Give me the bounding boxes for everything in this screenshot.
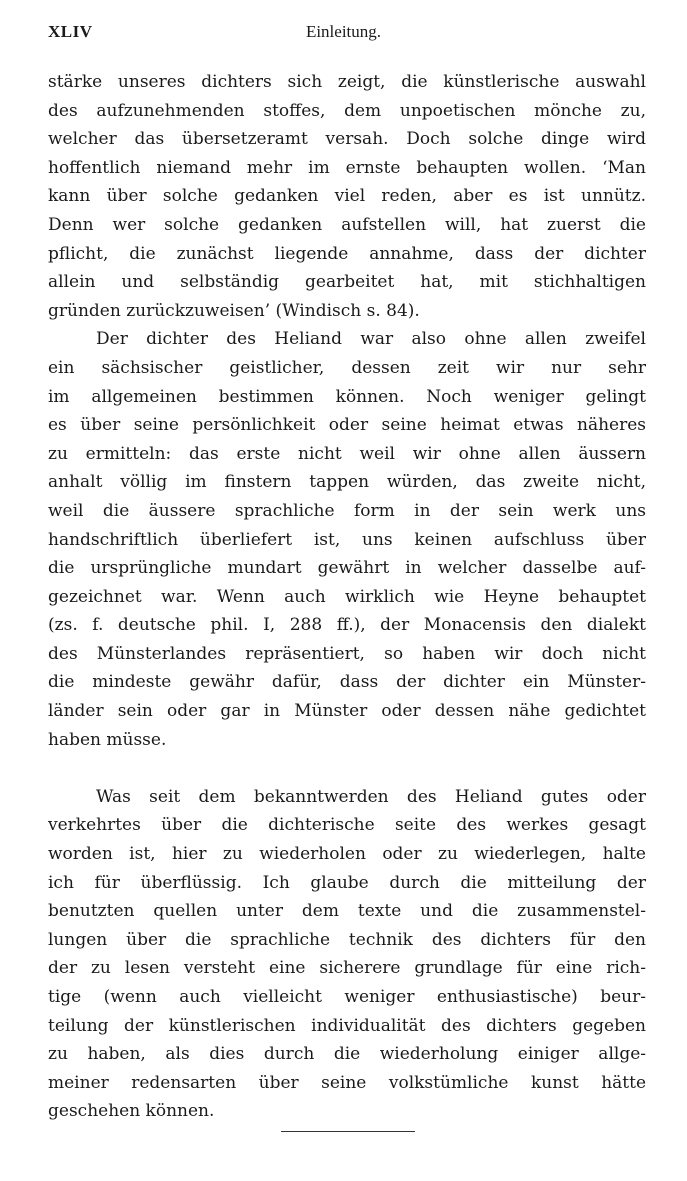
text-line: es über seine persönlichkeit oder seine heimat etwas näheres [48, 415, 646, 436]
paragraph [48, 68, 646, 325]
text-line: kann über solche gedanken viel reden, aber es ist unnütz. [48, 186, 646, 207]
text-line: stärke unseres dichters sich zeigt, die künstlerische auswahl [48, 72, 646, 92]
text-line: Der dichter des Heliand war also ohne allen zweifel [96, 329, 646, 350]
text-line: die mindeste gewähr dafür, dass der dichter ein Münster- [48, 672, 646, 693]
text-line: anhalt völlig im finstern tappen würden, das zweite nicht, [48, 472, 646, 493]
paragraph-gap [48, 754, 646, 783]
text-line: worden ist, hier zu wiederholen oder zu wiederlegen, halte [48, 844, 646, 865]
text-line: pflicht, die zunächst liegende annahme, dass der dichter [48, 243, 646, 264]
text-line: teilung der künstlerischen individualität des dichters gegeben [48, 1015, 646, 1036]
text-line: lungen über die sprachliche technik des dichters für den [48, 929, 646, 950]
text-line: welcher das übersetzeramt versah. Doch solche dinge wird [48, 129, 646, 150]
text-line: meiner redensarten über seine volkstümliche kunst hätte [48, 1072, 646, 1093]
running-title: Einleitung. [305, 22, 382, 41]
text-line: benutzten quellen unter dem texte und die zusammenstel- [48, 901, 646, 922]
text-line: handschriftlich überliefert ist, uns keinen aufschluss über [48, 529, 646, 550]
running-head [48, 22, 639, 46]
text-line: im allgemeinen bestimmen können. Noch weniger gelingt [48, 386, 646, 407]
text-line: Denn wer solche gedanken aufstellen will, hat zuerst die [48, 214, 646, 235]
text-line: geschehen können. [48, 1101, 215, 1122]
text-line: hoffentlich niemand mehr im ernste behaupten wollen. ‘Man [48, 157, 646, 178]
text-line: weil die äussere sprachliche form in der sein werk uns [48, 500, 646, 521]
text-line: gründen zurückzuweisen’ (Windisch s. 84). [48, 300, 420, 321]
text-line: tige (wenn auch vielleicht weniger enthusiastische) beur- [48, 987, 646, 1007]
text-line: ein sächsischer geistlicher, dessen zeit wir nur sehr [48, 357, 646, 378]
text-line: zu ermitteln: das erste nicht weil wir ohne allen äussern [48, 443, 646, 464]
paragraph [48, 783, 646, 1126]
paragraph [48, 325, 646, 754]
page-number: XLIV [48, 22, 93, 41]
body-text [48, 68, 646, 1126]
text-line: des Münsterlandes repräsentiert, so haben wir doch nicht [48, 643, 646, 664]
text-line: haben müsse. [48, 729, 167, 750]
text-line: Was seit dem bekanntwerden des Heliand gutes oder [96, 786, 646, 807]
closing-rule [281, 1131, 415, 1132]
text-line: (zs. f. deutsche phil. I, 288 ff.), der Monacensis den dialekt [48, 615, 646, 636]
text-line: länder sein oder gar in Münster oder dessen nähe gedichtet [48, 701, 646, 722]
text-line: gezeichnet war. Wenn auch wirklich wie Heyne behauptet [48, 586, 646, 607]
text-line: verkehrtes über die dichterische seite des werkes gesagt [48, 815, 646, 836]
text-line: zu haben, als dies durch die wiederholung einiger allge- [48, 1044, 646, 1065]
text-line: allein und selbständig gearbeitet hat, mit stichhaltigen [48, 272, 646, 293]
text-line: die ursprüngliche mundart gewährt in welcher dasselbe auf- [48, 558, 646, 579]
text-line: der zu lesen versteht eine sicherere grundlage für eine rich- [48, 958, 646, 979]
text-line: ich für überflüssig. Ich glaube durch die mitteilung der [48, 872, 646, 893]
text-line: des aufzunehmenden stoffes, dem unpoetischen mönche zu, [48, 100, 646, 121]
